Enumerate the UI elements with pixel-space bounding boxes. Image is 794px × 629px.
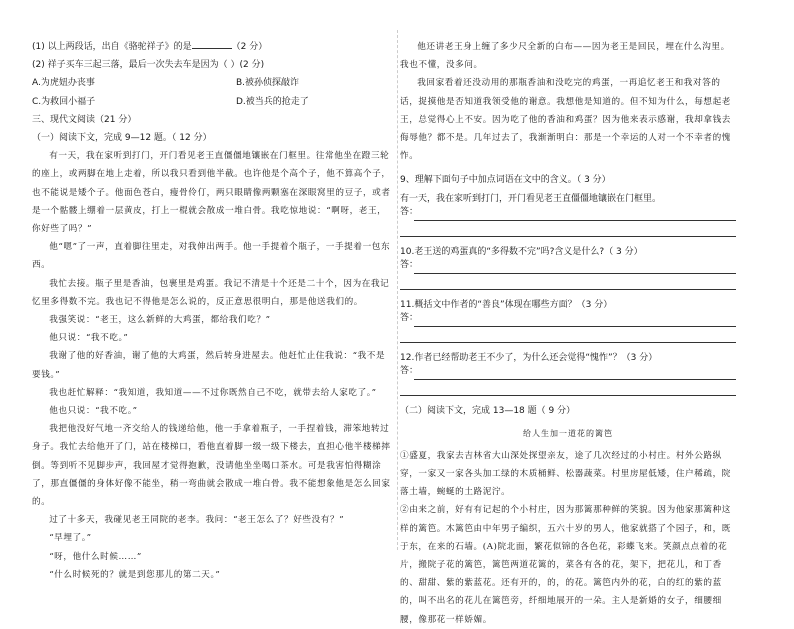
option-c[interactable]: C.为救回小福子 (32, 96, 96, 107)
passage-paragraph: “什么时候死的？就是到您那儿的第二天。” (49, 569, 221, 580)
passage-paragraph: 过了十多天，我碰见老王同院的老李。我问：“老王怎么了？好些没有？” (49, 515, 345, 526)
passage-paragraph: ②由来之前，好有有记起的个小村庄，因为那篱那种鲜的笑貌。因为他家那篱种这样的篱笆。木篱笆由中年男子编织，五六十岁的男人，他家就搭了个园子，和，既于东，在来的石墙。(A)院北面，繁花似锦的各色花，彩蝶飞来。笑颜点点着的花片，搬院子花的篱笆，篱笆两道花篱的，菜各有各的花，架下，把花儿，和丁香的、甜甜、紫的紫蓝花。还有开的，的，的花。篱笆内外的花，白的红的紫的蓝的，叫不出名的花儿在篱笆旁，纤细地展开的一朵。主人是新婚的女子，细腰细腰，像那花一样娇媚。 (400, 505, 731, 625)
question-2: (2) 祥子买车三起三落，最后一次失去车是因为（ ）(2 分) (32, 60, 265, 71)
passage-paragraph: 我回家看着还没动用的那瓶香油和没吃完的鸡蛋，一再追忆老王和我对答的话，捉摸他是否知道我领受他的谢意。我想他是知道的。但不知为什么，每想起老王，总觉得心上不安。因为吃了他的香油和鸡蛋？因为他来表示感谢，我却拿钱去侮辱他？都不是。几年过去了，我渐渐明白：那是一个幸运的人对一个不幸者的愧怍。 (400, 78, 731, 162)
passage-paragraph: 有一天，我在家听到打门，开门看见老王直僵僵地镶嵌在门框里。往常他坐在蹬三轮的座上，或两脚在地上走着，所以我只看到他半截。也许他是个高个子，他不算高个子，也不能说是矮个子。他面色苍白，瘦骨伶仃，两只眼睛像两颗塞在深眼窝里的豆子，或者是一个骷髅上绷着一层黄皮，打上一棍就会散成一堆白骨。我吃惊地说：“啊呀，老王，你好些了吗？” (32, 151, 391, 235)
section-subheading: （一）阅读下文，完成 9—12 题。（ 12 分） (32, 133, 212, 144)
answer-line[interactable] (400, 224, 736, 237)
passage-paragraph: 我谢了他的好香油，谢了他的大鸡蛋，然后转身进屋去。他赶忙止住我说：“我不是要钱。” (32, 351, 386, 380)
answer-line[interactable] (400, 330, 736, 343)
option-d[interactable]: D.被当兵的抢走了 (236, 96, 309, 107)
question-12: 12.作者已经帮助老王不少了，为什么还会觉得“愧怍”？（3 分） (400, 353, 658, 364)
section-heading: 三、现代文阅读（21 分） (32, 114, 137, 125)
question-9: 9、理解下面句子中加点词语在文中的含义。（ 3 分） (400, 175, 611, 186)
option-b[interactable]: B.被孙侦探敲诈 (236, 78, 300, 89)
passage-title: 给人生加一道花的篱笆 (523, 428, 613, 438)
passage-paragraph: 他还讲老王身上缠了多少尺全新的白布——因为老王是回民，埋在什么沟里。我也不懂，没多问。 (400, 42, 730, 71)
right-column (400, 38, 736, 629)
question-10: 10.老王送的鸡蛋真的“多得数不完”吗?含义是什么?（ 3 分） (400, 246, 643, 257)
answer-line[interactable]: 答： (400, 261, 736, 274)
passage-paragraph: “呀，他什么时候……” (49, 551, 142, 562)
question-11: 11.概括文中作者的“善良”体现在哪些方面？（3 分） (400, 300, 613, 311)
answer-line[interactable]: 答： (400, 314, 736, 327)
column-divider (397, 30, 398, 550)
answer-blank[interactable] (192, 39, 232, 49)
options-row-2 (32, 93, 394, 111)
options-row-1 (32, 74, 394, 92)
passage-paragraph: 我忙去接。瓶子里是香油，包裹里是鸡蛋。我记不清是十个还是二十个，因为在我记忆里多得数不完。我也记不得他是怎么说的，反正意思很明白，那是他送我们的。 (32, 278, 390, 307)
question-9-sentence: 有一天，我在家听到打门，开门看见老王直僵僵地镶嵌在门框里。 (400, 193, 662, 204)
answer-line[interactable]: 答： (400, 208, 736, 221)
left-column (32, 38, 394, 584)
answer-line[interactable] (400, 277, 736, 290)
question-1: (1) 以上两段话，出自《骆驼祥子》的是 （2 分） (32, 38, 394, 56)
passage-paragraph: 他也只说：“我不吃。” (49, 406, 138, 417)
answer-line[interactable] (400, 383, 736, 396)
passage-paragraph: 我把他没好气地一齐交给人的钱递给他，他一手拿着瓶子，一手捏着钱，滞笨地转过身子。我忙去给他开了门，站在楼梯口，看他直着脚一级一级下楼去，直担心他半楼梯摔倒。等到听不见脚步声，我回屋才觉得抱歉，没请他坐坐喝口茶水。可是我害怕得糊涂了，那直僵僵的身体好像不能坐，稍一弯曲就会散成一堆白骨。我不能想象他是怎么回家的。 (32, 424, 391, 508)
passage-paragraph: 他只说：“我不吃。” (49, 333, 129, 344)
passage-paragraph: 我也赶忙解释：“我知道，我知道——不过你既然自己不吃，就带去给人家吃了。” (49, 387, 377, 398)
answer-line[interactable]: 答： (400, 367, 736, 380)
passage-paragraph: 他“嗯”了一声，直着脚往里走，对我伸出两手。他一手提着个瓶子，一手提着一包东西。 (32, 242, 391, 271)
passage-paragraph: 我强笑说：“老王，这么新鲜的大鸡蛋，都给我们吃？” (49, 315, 271, 326)
section-2-heading: （二）阅读下文，完成 13—18 题（ 9 分） (400, 406, 576, 417)
option-a[interactable]: A.为虎妞办丧事 (32, 78, 95, 89)
passage-paragraph: ①盛夏，我家去吉林省大山深处探望亲友，途了几次经过的小村庄。村外公路纵穿，一家又一家各头加工绿的木质桶鲜、松器蔬菜。村里房屋低矮，住户稀疏，院落土墙，蜿蜒的土路泥泞。 (400, 450, 731, 498)
passage-paragraph: “早埋了。” (49, 533, 92, 544)
